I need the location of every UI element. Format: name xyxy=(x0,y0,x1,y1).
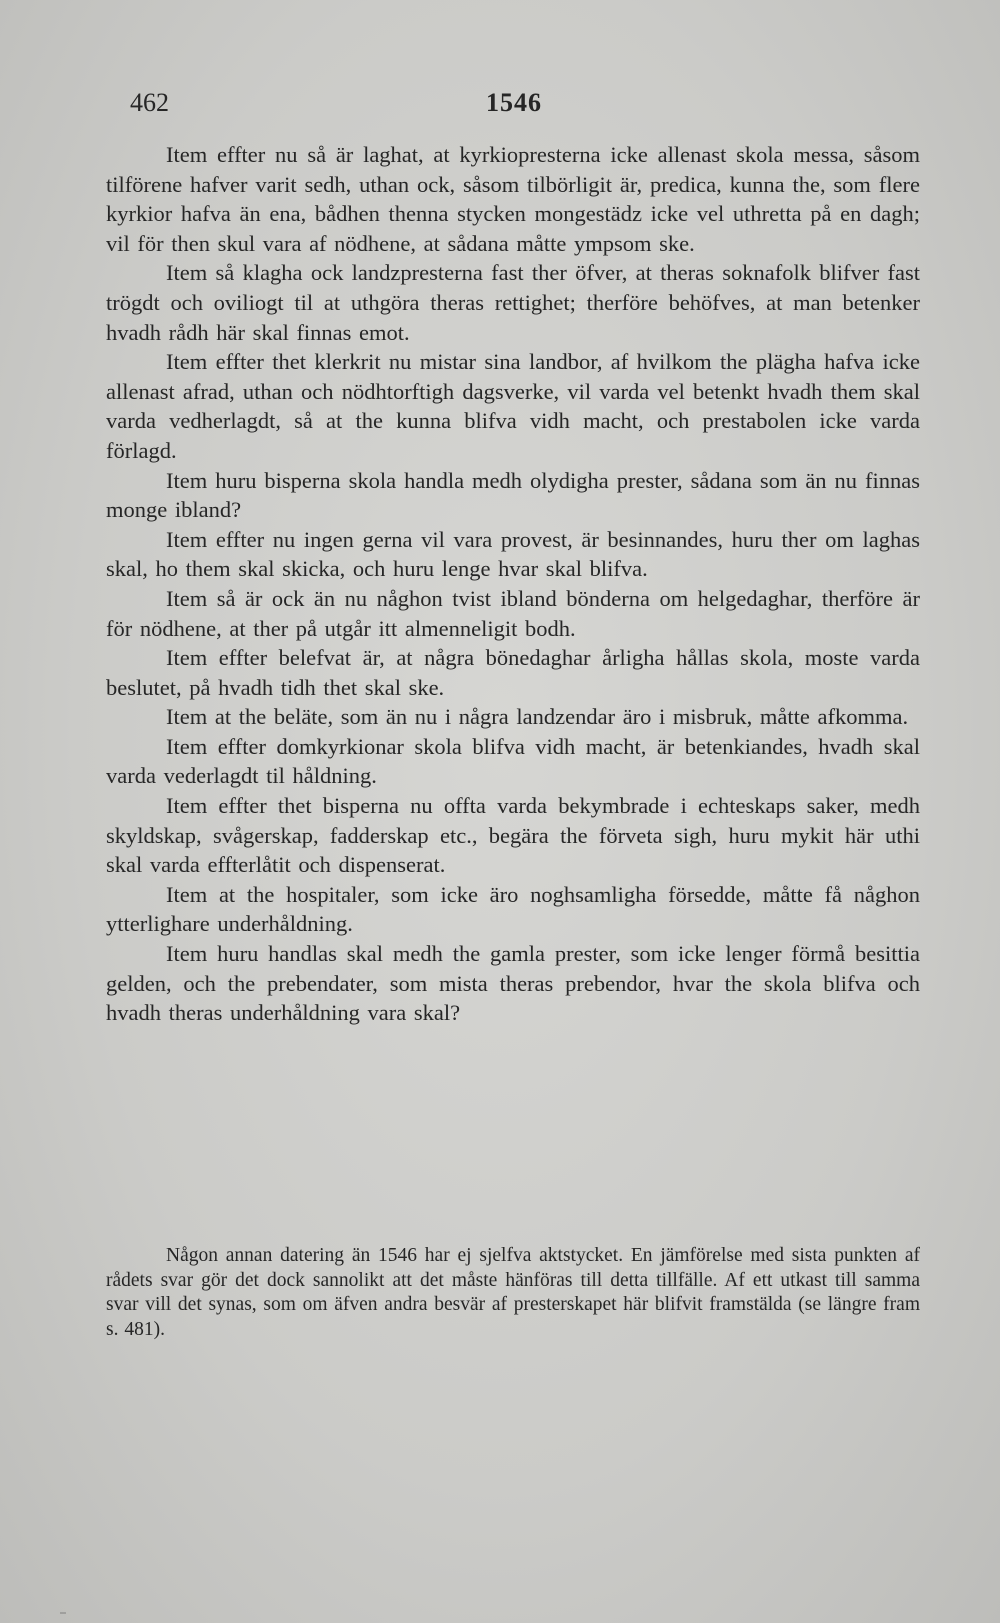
paragraph-item-11: Item at the hospitaler, som icke äro noghsamligha försedde, måtte få någhon ytterlighare underhåldning. xyxy=(106,881,920,937)
paragraph-item-5: Item effter nu ingen gerna vil vara provest, är besinnandes, huru ther om laghas skal, ho them skal skicka, och huru lenge hvar skal blifva. xyxy=(106,526,920,582)
footnote xyxy=(106,1244,920,1342)
main-text xyxy=(106,140,920,1028)
page-header xyxy=(108,88,920,128)
paragraph-item-1: Item effter nu så är laghat, at kyrkiopresterna icke allenast skola messa, såsom tilförene hafver varit sedh, uthan ock, såsom tilbörligit är, predica, kunna the, som flere kyrkior hafva än ena, bådhen thenna stycken mongestädz icke vel uthretta på en dagh; vil för then skul vara af nödhene, at sådana måtte ympsom ske. xyxy=(106,142,920,256)
paragraph-item-6: Item så är ock än nu någhon tvist ibland bönderna om helgedaghar, therföre är för nödhene, at ther på utgår itt almenneligit bodh. xyxy=(106,585,920,641)
footnote-text: Någon annan datering än 1546 har ej sjelfva aktstycket. En jämförelse med sista punkten af rådets svar gör det dock sannolikt att det måste hänföras till detta tillfälle. Af ett utkast till samma svar vill det synas, som om äfven andra besvär af presterskapet här blifvit framstälda (se längre fram s. 481). xyxy=(106,1245,920,1340)
year-heading: 1546 xyxy=(486,88,542,117)
paragraph-item-12: Item huru handlas skal medh the gamla prester, som icke lenger förmå besittia gelden, och the prebendater, som mista theras prebendor, hvar the skola blifva och hvadh theras underhåldning vara skal? xyxy=(106,941,920,1026)
page-number: 462 xyxy=(130,88,169,117)
paragraph-item-7: Item effter belefvat är, at några bönedaghar årligha hållas skola, moste varda beslutet, på hvadh tidh thet skal ske. xyxy=(106,645,920,700)
paragraph-item-8: Item at the beläte, som än nu i några landzendar äro i misbruk, måtte afkomma. xyxy=(166,704,909,730)
paragraph-item-10: Item effter thet bisperna nu offta varda bekymbrade i echteskaps saker, medh skyldskap, svågerskap, fadderskap etc., begära the förveta sigh, huru mykit här uthi skal varda effterlåtit och dispenserat. xyxy=(106,793,920,878)
paragraph-item-2: Item så klagha ock landzpresterna fast ther öfver, at theras soknafolk blifver fast trögdt och oviliogt til at uthgöra theras rettighet; therföre behöfves, at man betenker hvadh rådh här skal finnas emot. xyxy=(106,260,920,345)
scan-speck xyxy=(60,1612,66,1614)
paragraph-item-9: Item effter domkyrkionar skola blifva vidh macht, är betenkiandes, hvadh skal varda vederlagdt til håldning. xyxy=(106,733,920,789)
paragraph-item-3: Item effter thet klerkrit nu mistar sina landbor, af hvilkom the plägha hafva icke allenast afrad, uthan och nödhtorftigh dagsverke, vil varda vel betenkt hvadh them skal varda vedherlagdt, så at the kunna blifva vidh macht, och prestabolen icke varda förlagd. xyxy=(106,349,920,463)
paragraph-item-4: Item huru bisperna skola handla medh olydigha prester, sådana som än nu finnas monge ibland? xyxy=(106,467,920,523)
